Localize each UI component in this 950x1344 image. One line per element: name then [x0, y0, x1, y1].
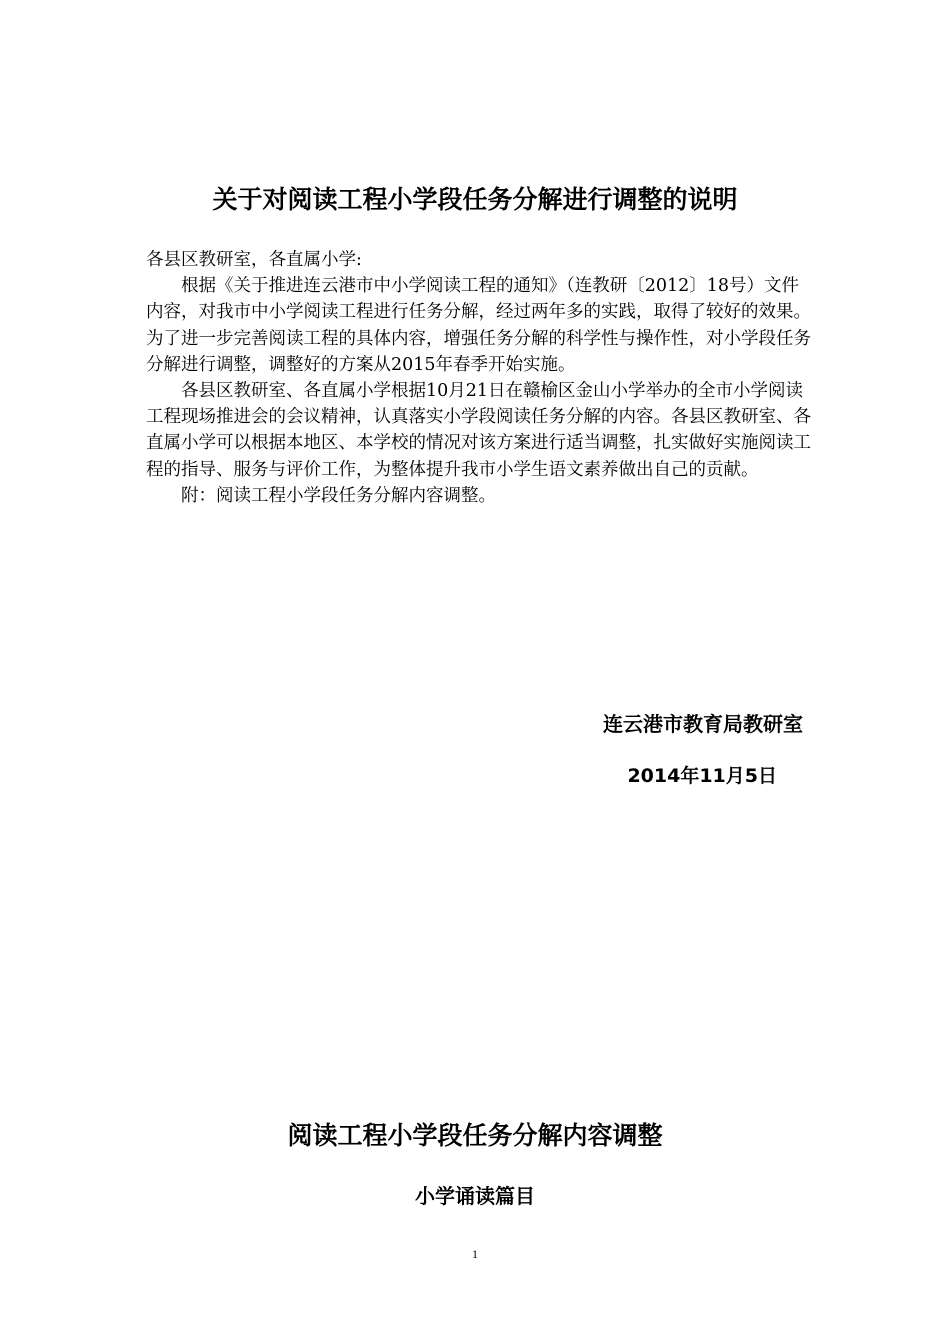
signature-organization: 连云港市教育局教研室 — [603, 712, 803, 736]
section-subtitle: 小学诵读篇目 — [415, 1184, 535, 1208]
document-title: 关于对阅读工程小学段任务分解进行调整的说明 — [212, 185, 738, 214]
document-body — [146, 247, 816, 509]
attachment-note: 附：阅读工程小学段任务分解内容调整。 — [181, 485, 496, 506]
salutation: 各县区教研室，各直属小学: — [146, 250, 362, 270]
page-number: 1 — [472, 1247, 478, 1261]
section-title: 阅读工程小学段任务分解内容调整 — [287, 1121, 663, 1150]
paragraph-1: 根据《关于推进连云港市中小学阅读工程的通知》（连教研〔2012〕18号）文件内容，对我市中小学阅读工程进行任务分解，经过两年多的实践，取得了较好的效果。为了进一步完善阅读工程的具体内容，增强任务分解的科学性与操作性，对小学段任务分解进行调整，调整好的方案从2015年春季开始实施。 — [146, 276, 811, 375]
signature-date: 2014年11月5日 — [627, 765, 777, 787]
paragraph-2: 各县区教研室、各直属小学根据10月21日在赣榆区金山小学举办的全市小学阅读工程现场推进会的会议精神，认真落实小学段阅读任务分解的内容。各县区教研室、各直属小学可以根据本地区、本学校的情况对该方案进行适当调整，扎实做好实施阅读工程的指导、服务与评价工作，为整体提升我市小学生语文素养做出自己的贡献。 — [146, 381, 811, 480]
